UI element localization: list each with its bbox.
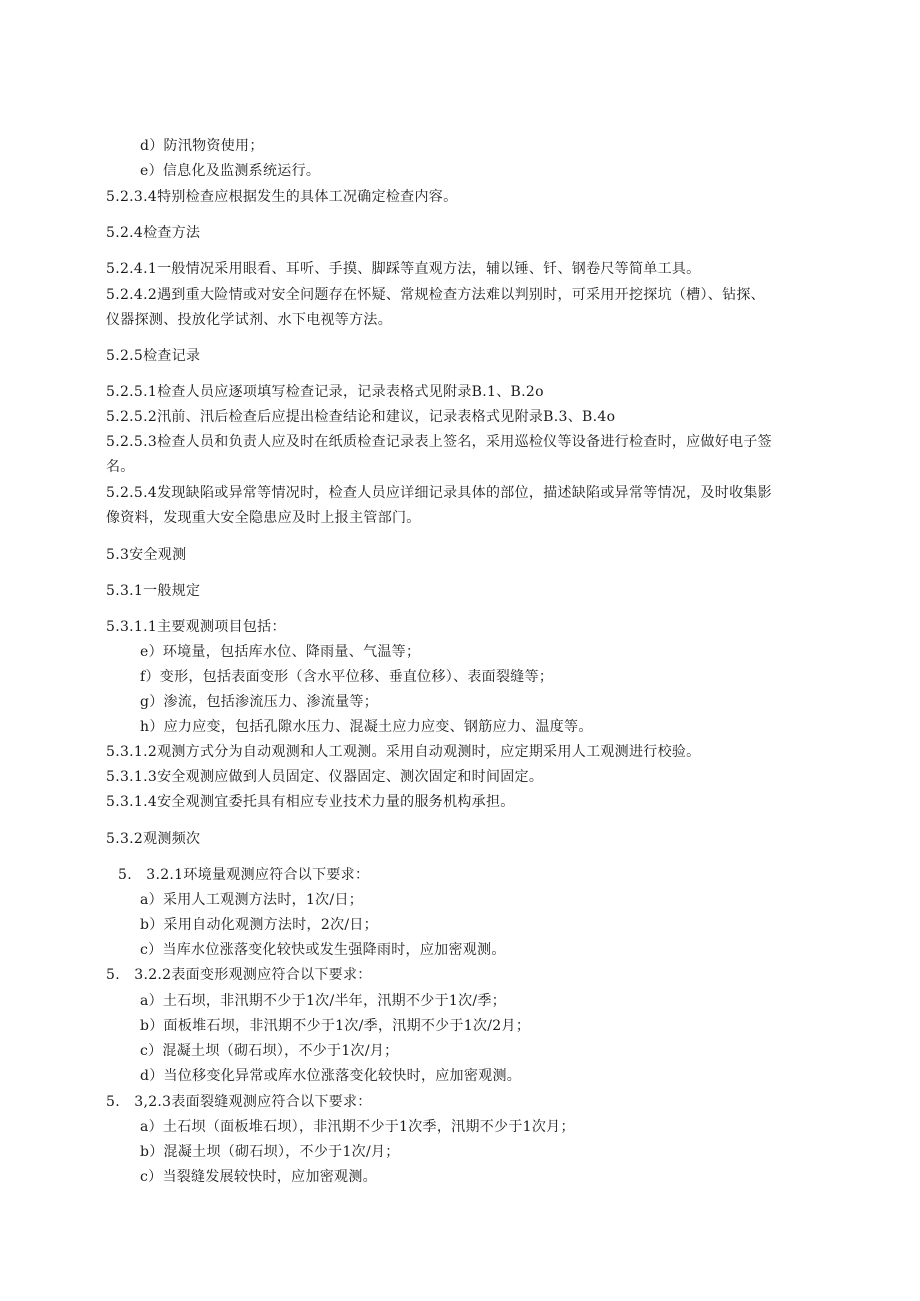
list-item-c-concrete-dam: c）混凝土坝（砌石坝），不少于1次/月； [140, 1043, 399, 1059]
clause-5-3-1-1: 5.3.1.1主要观测项目包括： [106, 619, 286, 635]
list-item-b-face-rockfill: b）面板堆石坝，非汛期不少于1次/季，汛期不少于1次/2月； [140, 1018, 531, 1034]
heading-5-3-2: 5.3.2观测频次 [106, 831, 201, 847]
list-item-d-displacement: d）当位移变化异常或库水位涨落变化较快时，应加密观测。 [140, 1068, 522, 1084]
list-item-e-information-system: e）信息化及监测系统运行。 [140, 163, 321, 179]
list-item-a-manual: a）采用人工观测方法时，1次/日； [140, 892, 364, 908]
clause-5-3-2-2: 5. 3.2.2表面变形观测应符合以下要求： [106, 967, 372, 983]
clause-5-2-4-1: 5.2.4.1一般情况采用眼看、耳听、手摸、脚踩等直观方法，辅以锤、钎、钢卷尺等简单工具。 [106, 261, 701, 277]
clause-5-2-5-3-cont: 名。 [106, 459, 135, 475]
clause-5-2-3-4: 5.2.3.4特别检查应根据发生的具体工况确定检查内容。 [106, 189, 458, 205]
clause-5-2-5-4: 5.2.5.4发现缺陷或异常等情况时，检查人员应详细记录具体的部位，描述缺陷或异常等情况，及时收集影 [106, 485, 772, 501]
list-item-b-automatic: b）采用自动化观测方法时，2次/日； [140, 917, 378, 933]
clause-5-2-5-1: 5.2.5.1检查人员应逐项填写检查记录，记录表格式见附录B.1、B.2o [106, 384, 544, 400]
list-item-g-seepage: g）渗流，包括渗流压力、渗流量等； [140, 694, 379, 710]
clause-5-3-1-3: 5.3.1.3安全观测应做到人员固定、仪器固定、测次固定和时间固定。 [106, 769, 544, 785]
list-item-d-flood-materials: d）防汛物资使用； [140, 138, 264, 154]
list-item-c-crack: c）当裂缝发展较快时，应加密观测。 [140, 1169, 377, 1185]
list-item-b-concrete-masonry: b）混凝土坝（砌石坝），不少于1次/月； [140, 1144, 400, 1160]
clause-5-3-1-2: 5.3.1.2观测方式分为自动观测和人工观测。采用自动观测时，应定期采用人工观测进行校验。 [106, 744, 701, 760]
clause-5-3-2-1: 5. 3.2.1环境量观测应符合以下要求： [118, 867, 370, 883]
list-item-f-deformation: f）变形，包括表面变形（含水平位移、垂直位移）、表面裂缝等； [140, 669, 554, 685]
heading-5-3-1: 5.3.1一般规定 [106, 583, 201, 599]
heading-5-3: 5.3安全观测 [106, 547, 187, 563]
list-item-e-environment: e）环境量，包括库水位、降雨量、气温等； [140, 644, 421, 660]
clause-5-2-5-3: 5.2.5.3检查人员和负责人应及时在纸质检查记录表上签名，采用巡检仪等设备进行检查时，应做好电子签 [106, 434, 772, 450]
list-item-c-water-level: c）当库水位涨落变化较快或发生强降雨时，应加密观测。 [140, 942, 506, 958]
list-item-h-stress-strain: h）应力应变，包括孔隙水压力、混凝土应力应变、钢筋应力、温度等。 [140, 719, 593, 735]
clause-5-2-5-2: 5.2.5.2汛前、汛后检查后应提出检查结论和建议，记录表格式见附录B.3、B.4o [106, 409, 616, 425]
heading-5-2-4: 5.2.4检查方法 [106, 225, 201, 241]
clause-5-2-5-4-cont: 像资料，发现重大安全隐患应及时上报主管部门。 [106, 510, 421, 526]
clause-5-2-4-2: 5.2.4.2遇到重大险情或对安全问题存在怀疑、常规检查方法难以判别时，可采用开挖探坑（槽）、钻探、 [106, 287, 765, 303]
clause-5-3-2-3: 5. 3,2.3表面裂缝观测应符合以下要求： [106, 1094, 372, 1110]
clause-5-2-4-2-cont: 仪器探测、投放化学试剂、水下电视等方法。 [106, 312, 392, 328]
list-item-a-earth-rockfill: a）土石坝（面板堆石坝），非汛期不少于1次季，汛期不少于1次月； [140, 1119, 575, 1135]
clause-5-3-1-4: 5.3.1.4安全观测宜委托具有相应专业技术力量的服务机构承担。 [106, 794, 515, 810]
list-item-a-earth-dam: a）土石坝，非汛期不少于1次/半年，汛期不少于1次/季； [140, 993, 506, 1009]
heading-5-2-5: 5.2.5检查记录 [106, 348, 201, 364]
